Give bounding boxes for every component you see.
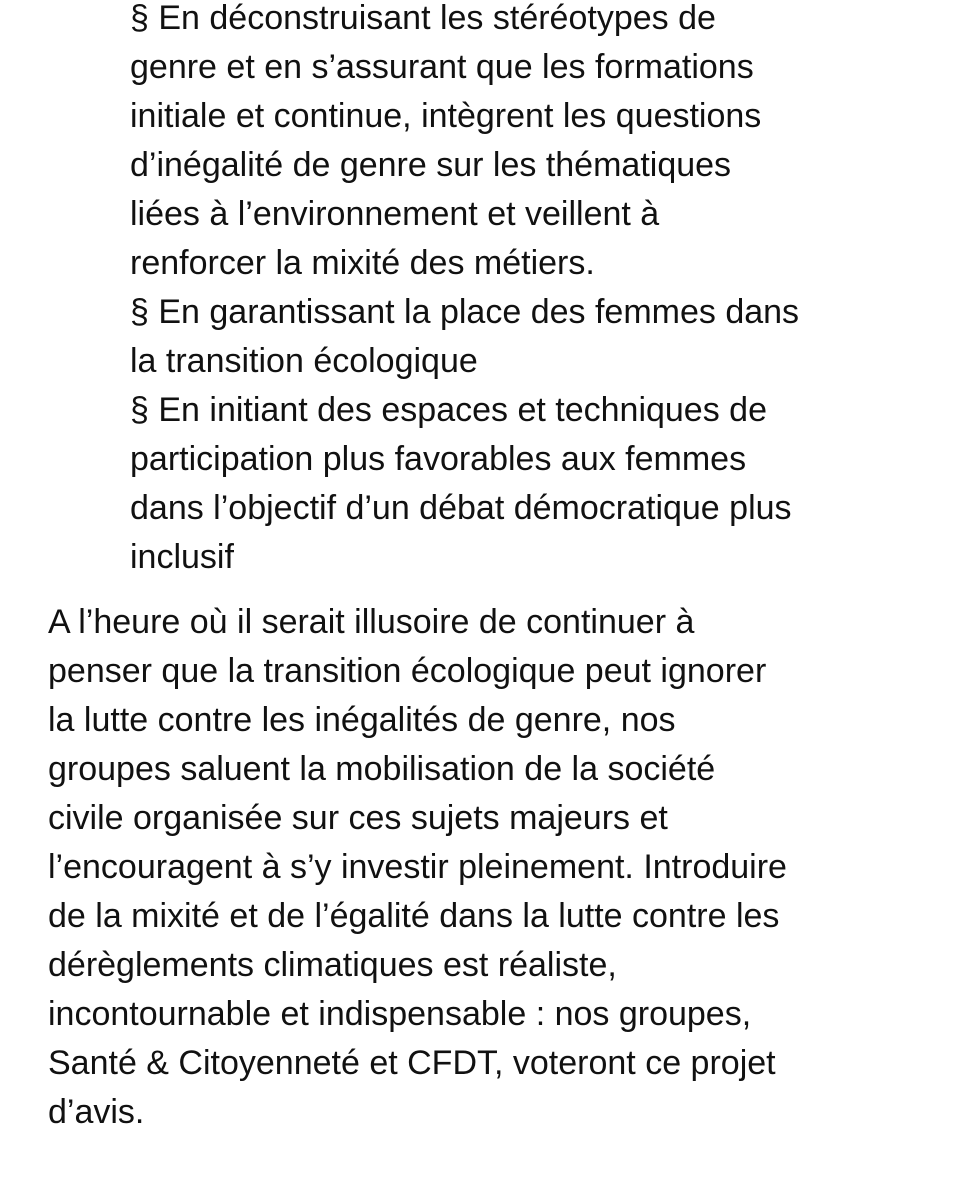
bullet-line: § En déconstruisant les stéréotypes de bbox=[130, 0, 716, 37]
paragraph-line: la lutte contre les inégalités de genre, nos bbox=[48, 701, 676, 739]
paragraph-line: A l’heure où il serait illusoire de continuer à bbox=[48, 603, 695, 641]
bullet-line: genre et en s’assurant que les formations bbox=[130, 48, 754, 86]
paragraph-line: groupes saluent la mobilisation de la société bbox=[48, 750, 716, 788]
bullet-item-women-place bbox=[130, 288, 920, 386]
bullet-line: § En initiant des espaces et techniques de bbox=[130, 391, 767, 429]
paragraph-line: l’encouragent à s’y investir pleinement. Introduire bbox=[48, 848, 787, 886]
paragraph-line: incontournable et indispensable : nos groupes, bbox=[48, 995, 752, 1033]
paragraph-line: penser que la transition écologique peut ignorer bbox=[48, 652, 767, 690]
paragraph-line: Santé & Citoyenneté et CFDT, voteront ce projet bbox=[48, 1044, 776, 1082]
bullet-list bbox=[130, 0, 920, 582]
paragraph-line: civile organisée sur ces sujets majeurs et bbox=[48, 799, 668, 837]
bullet-line: participation plus favorables aux femmes bbox=[130, 440, 747, 478]
paragraph-line: dérèglements climatiques est réaliste, bbox=[48, 946, 617, 984]
bullet-line: dans l’objectif d’un débat démocratique plus bbox=[130, 489, 792, 527]
bullet-line: renforcer la mixité des métiers. bbox=[130, 244, 595, 282]
bullet-line: initiale et continue, intègrent les questions bbox=[130, 97, 762, 135]
bullet-item-stereotypes bbox=[130, 0, 920, 288]
bullet-line: d’inégalité de genre sur les thématiques bbox=[130, 146, 732, 184]
bullet-line: inclusif bbox=[130, 538, 234, 576]
bullet-line: liées à l’environnement et veillent à bbox=[130, 195, 660, 233]
paragraph-line: de la mixité et de l’égalité dans la lutte contre les bbox=[48, 897, 780, 935]
bullet-line: § En garantissant la place des femmes dans bbox=[130, 293, 800, 331]
bullet-line: la transition écologique bbox=[130, 342, 478, 380]
paragraph-line: d’avis. bbox=[48, 1093, 145, 1131]
bullet-item-participation bbox=[130, 386, 920, 582]
conclusion-paragraph bbox=[48, 598, 928, 1137]
